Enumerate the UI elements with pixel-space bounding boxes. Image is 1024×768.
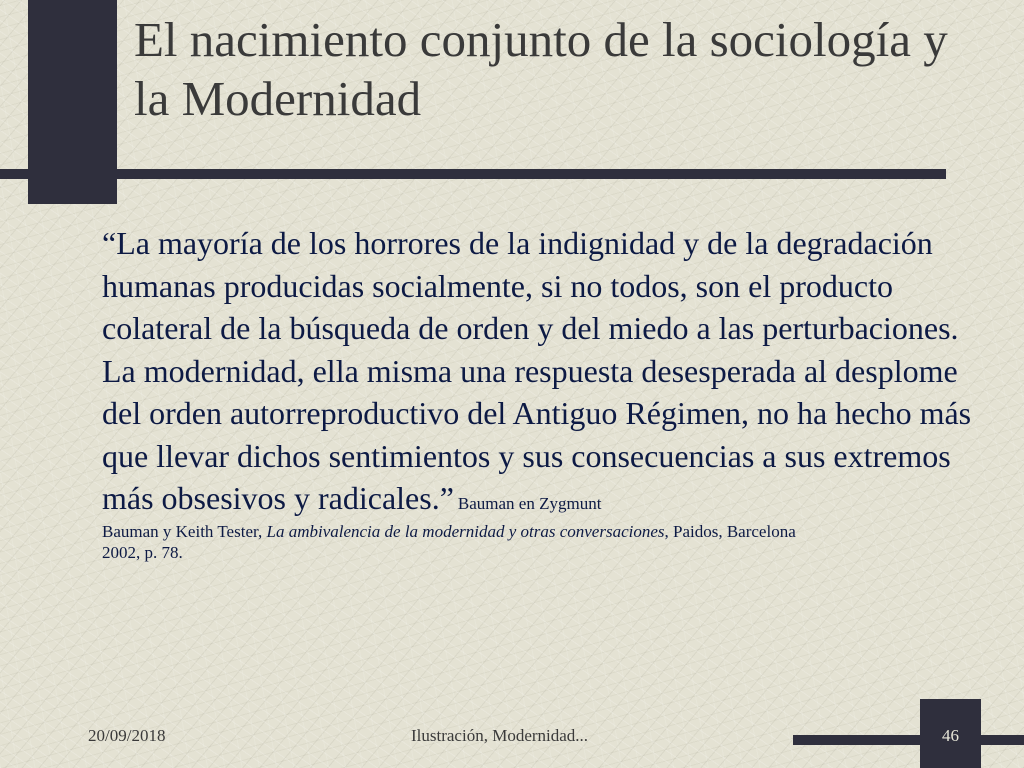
slide-title: El nacimiento conjunto de la sociología y la Modernidad — [134, 12, 948, 126]
title-divider-line — [0, 169, 946, 179]
footer-date: 20/09/2018 — [88, 726, 166, 745]
citation-year-page: 2002, p. 78. — [102, 542, 183, 562]
citation-authors: Bauman y Keith Tester, — [102, 521, 263, 541]
citation-publisher: , Paidos, Barcelona — [664, 521, 796, 541]
footer-center-text: Ilustración, Modernidad... — [411, 726, 589, 745]
footer-accent-line — [793, 735, 1024, 745]
citation — [102, 521, 982, 563]
citation-book-title: La ambivalencia de la modernidad y otras conversaciones — [266, 521, 665, 541]
citation-lead: Bauman en Zygmunt — [457, 494, 602, 513]
quote-text: “La mayoría de los horrores de la indignidad y de la degradación humanas producidas socialmente, si no todos, son el producto colateral de la búsqueda de orden y del miedo a las perturbaciones. La modernidad, ella misma una respuesta desesperada al desplome del orden autorreproductivo del Antiguo Régimen, no ha hecho más que llevar dichos sentimientos y sus consecuencias a sus extremos más obsesivos y radicales.” — [102, 225, 972, 516]
page-number: 46 — [942, 726, 959, 745]
slide-body — [102, 222, 982, 563]
